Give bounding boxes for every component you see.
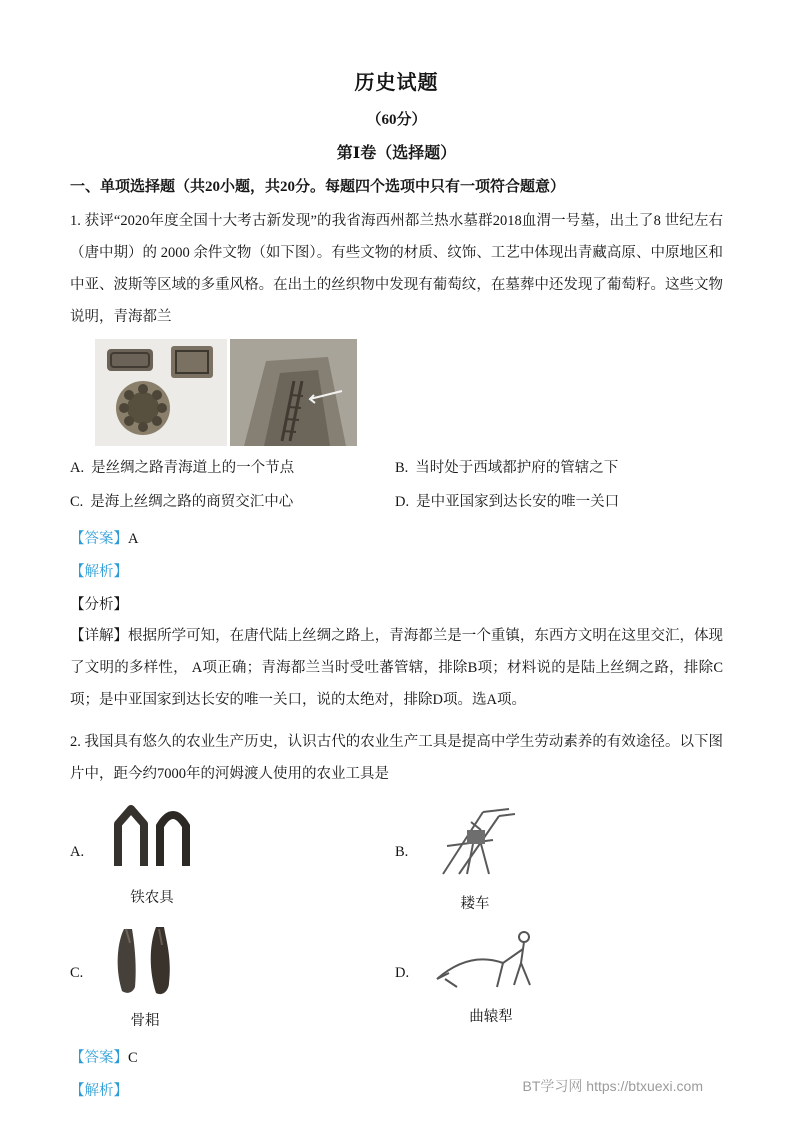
seed-drill-image [431, 802, 519, 885]
q1-xiangjie: 【详解】根据所学可知，在唐代陆上丝绸之路上，青海都兰是一个重镇，东西方文明在这里交汇，体现了文明的多样性， A项正确；青海都兰当时受吐蕃管辖，排除B项；材料说的是陆上丝绸之路，排除C项；是中亚国家到达长安的唯一关口，说的太绝对，排除D项。选A项。 [70, 628, 723, 708]
q2-caption-b: 耧车 [460, 896, 490, 912]
answer-marker: 【答案】 [70, 531, 128, 547]
q2-answer-value: C [128, 1050, 138, 1066]
xiangjie-marker: 【详解】 [70, 628, 129, 644]
section-heading: 一、单项选择题（共20小题，共20分。每题四个选项中只有一项符合题意） [70, 179, 566, 195]
q1-answer-line [70, 527, 723, 548]
q1-option-d: D. 是中亚国家到达长安的唯一关口 [395, 494, 620, 510]
q2-option-c: C. 骨耜 [70, 923, 395, 1030]
volume-heading: 第Ⅰ卷（选择题） [336, 145, 457, 162]
total-score: （60分） [366, 112, 427, 128]
bone-spade-image [106, 923, 184, 1002]
answer-marker: 【答案】 [70, 1050, 128, 1066]
curved-plough-image [431, 923, 551, 998]
page-title: 历史试题 [354, 72, 439, 94]
artifacts-photo [95, 339, 227, 446]
q2-option-a: A. 铁农具 [70, 802, 395, 913]
q1-stem: 1. 获评“2020年度全国十大考古新发现”的我省海西州都兰热水墓群2018血渭一号墓，出土了8 世纪左右（唐中期）的 2000 余件文物（如下图）。有些文物的材质、纹饰、工艺中体现出青藏高原、中原地区和中亚、波斯等区域的多重风格。在出土的丝织物中发现有葡萄纹，在墓葬中还发现了葡萄籽。这些文物说明，青海都兰 [70, 213, 723, 325]
iron-tools-image [106, 802, 198, 879]
tomb-excavation-photo [230, 339, 357, 446]
q2-option-b: B. 耧车 [395, 802, 723, 913]
site-watermark: BT学习网 https://btxuexi.com [522, 1078, 703, 1094]
q2-stem: 2. 我国具有悠久的农业生产历史，认识古代的农业生产工具是提高中学生劳动素养的有效途径。以下图片中，距今约7000年的河姆渡人使用的农业工具是 [70, 734, 723, 782]
q1-fenxi-marker: 【分析】 [70, 597, 128, 613]
q1-figure [95, 339, 723, 446]
q2-caption-d: 曲辕犁 [469, 1009, 513, 1025]
q1-option-c: C. 是海上丝绸之路的商贸交汇中心 [70, 494, 294, 510]
q2-answer-line [70, 1046, 723, 1067]
q1-option-a: A. 是丝绸之路青海道上的一个节点 [70, 460, 295, 476]
q1-option-b: B. 当时处于西域都护府的管辖之下 [395, 460, 619, 476]
q1-answer-value: A [128, 531, 139, 547]
q2-jiexi-marker: 【解析】 [70, 1083, 128, 1099]
q1-jiexi-marker: 【解析】 [70, 564, 128, 580]
q2-caption-a: 铁农具 [130, 890, 174, 906]
q2-caption-c: 骨耜 [130, 1013, 160, 1029]
q1-options [70, 456, 723, 511]
q2-options [70, 802, 723, 1030]
q2-option-d: D. 曲辕犁 [395, 923, 723, 1030]
